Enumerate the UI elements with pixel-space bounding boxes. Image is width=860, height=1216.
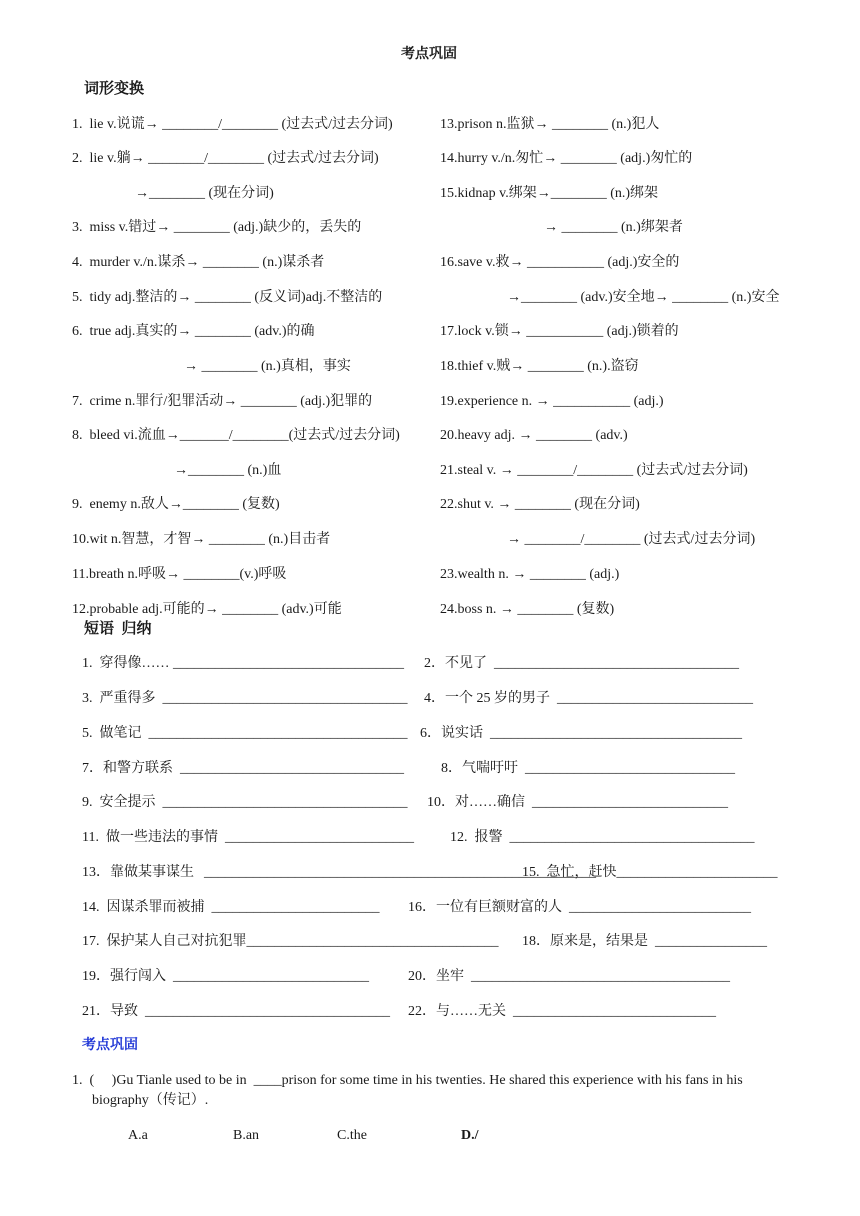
phrase-item: 6．说实话 ____________________________________ — [420, 726, 742, 741]
vocab-item: 8. bleed vi.流血→_______/________(过去式/过去分词) — [72, 428, 400, 443]
vocab-item: 4. murder v./n.谋杀→ ________ (n.)谋杀者 — [72, 255, 325, 270]
phrase-item: 11. 做一些违法的事情 ___________________________ — [82, 830, 414, 845]
vocab-item: 13.prison n.监狱→ ________ (n.)犯人 — [440, 117, 660, 132]
phrase-blank: ________________________________________________________ — [204, 865, 596, 880]
phrase-item: 10．对……确信 ____________________________ — [427, 795, 728, 810]
vocab-item: 21.steal v. → ________/________ (过去式/过去分词) — [440, 463, 748, 478]
vocab-item: 17.lock v.锁→ ___________ (adj.)锁着的 — [440, 324, 679, 339]
vocab-item: 24.boss n. → ________ (复数) — [440, 602, 615, 617]
option-c: C.the — [337, 1128, 367, 1143]
phrase-item: 3. 严重得多 ___________________________________ — [82, 691, 408, 706]
vocab-item: 7. crime n.罪行/犯罪活动→ ________ (adj.)犯罪的 — [72, 394, 373, 409]
phrase-item: 18．原来是，结果是 ________________ — [522, 934, 767, 949]
vocab-item: 14.hurry v./n.匆忙→ ________ (adj.)匆忙的 — [440, 151, 693, 166]
phrase-item: 22．与……无关 _____________________________ — [408, 1004, 716, 1019]
vocab-item: 10.wit n.智慧，才智→ ________ (n.)目击者 — [72, 532, 331, 547]
phrase-item: 4．一个 25 岁的男子 ____________________________ — [424, 691, 753, 706]
question-text: 1. ( )Gu Tianle used to be in ____prison for some time in his twenties. He shared this experience with his fans in his — [72, 1073, 743, 1088]
vocab-item: 18.thief v.贼→ ________ (n.).盗窃 — [440, 359, 639, 374]
question-text-cont: biography（传记）. — [92, 1093, 209, 1108]
vocab-item: 2. lie v.躺→ ________/________ (过去式/过去分词) — [72, 151, 379, 166]
vocab-item: 15.kidnap v.绑架→________ (n.)绑架 — [440, 186, 659, 201]
vocab-item: →________ (n.)血 — [174, 463, 282, 478]
vocab-item: 11.breath n.呼吸→ ________(v.)呼吸 — [72, 567, 287, 582]
vocab-item: 23.wealth n. → ________ (adj.) — [440, 567, 620, 582]
vocab-item: 16.save v.救→ ___________ (adj.)安全的 — [440, 255, 680, 270]
option-d: D./ — [461, 1128, 479, 1143]
vocab-item: 1. lie v.说谎→ ________/________ (过去式/过去分词) — [72, 117, 393, 132]
option-a: A.a — [128, 1128, 148, 1143]
phrase-item: 21．导致 ___________________________________ — [82, 1004, 390, 1019]
phrase-item: 13．靠做某事谋生 — [82, 865, 194, 880]
phrase-item: 12. 报警 ___________________________________ — [450, 830, 755, 845]
vocab-item: → ________ (n.)绑架者 — [544, 220, 683, 235]
vocab-item: 3. miss v.错过→ ________ (adj.)缺少的，丢失的 — [72, 220, 362, 235]
section-heading-vocab: 词形变换 — [84, 81, 145, 97]
phrase-item: 1. 穿得像…… _________________________________ — [82, 656, 404, 671]
phrase-item: 9. 安全提示 ___________________________________ — [82, 795, 408, 810]
vocab-item: →________ (现在分词) — [135, 186, 274, 201]
phrase-item: 8．气喘吁吁 ______________________________ — [441, 761, 735, 776]
phrase-item: 5. 做笔记 _____________________________________ — [82, 726, 408, 741]
vocab-item: → ________ (n.)真相，事实 — [184, 359, 351, 374]
phrase-item: 17. 保护某人自己对抗犯罪____________________________________ — [82, 934, 499, 949]
vocab-item: 6. true adj.真实的→ ________ (adv.)的确 — [72, 324, 315, 339]
phrase-item: 16．一位有巨额财富的人 __________________________ — [408, 900, 751, 915]
phrase-item: 14. 因谋杀罪而被捕 ________________________ — [82, 900, 380, 915]
phrase-item: 19．强行闯入 ____________________________ — [82, 969, 369, 984]
phrase-item: 2．不见了 ___________________________________ — [424, 656, 739, 671]
vocab-item: 19.experience n. → ___________ (adj.) — [440, 394, 664, 409]
vocab-item: → ________/________ (过去式/过去分词) — [507, 532, 756, 547]
vocab-item: 12.probable adj.可能的→ ________ (adv.)可能 — [72, 602, 342, 617]
vocab-item: 22.shut v. → ________ (现在分词) — [440, 497, 640, 512]
vocab-item: 20.heavy adj. → ________ (adv.) — [440, 428, 628, 443]
phrase-item: 7．和警方联系 ________________________________ — [82, 761, 404, 776]
section-heading-practice: 考点巩固 — [82, 1038, 138, 1053]
vocab-item: 5. tidy adj.整洁的→ ________ (反义词)adj.不整洁的 — [72, 290, 383, 305]
page-title: 考点巩固 — [401, 47, 457, 62]
vocab-item: →________ (adv.)安全地→ ________ (n.)安全 — [507, 290, 780, 305]
vocab-item: 9. enemy n.敌人→________ (复数) — [72, 497, 280, 512]
section-heading-phrases: 短语 归纳 — [84, 621, 152, 637]
phrase-item: 15. 急忙，赶快_______________________ — [522, 865, 778, 880]
option-b: B.an — [233, 1128, 260, 1143]
phrase-item: 20．坐牢 _____________________________________ — [408, 969, 730, 984]
